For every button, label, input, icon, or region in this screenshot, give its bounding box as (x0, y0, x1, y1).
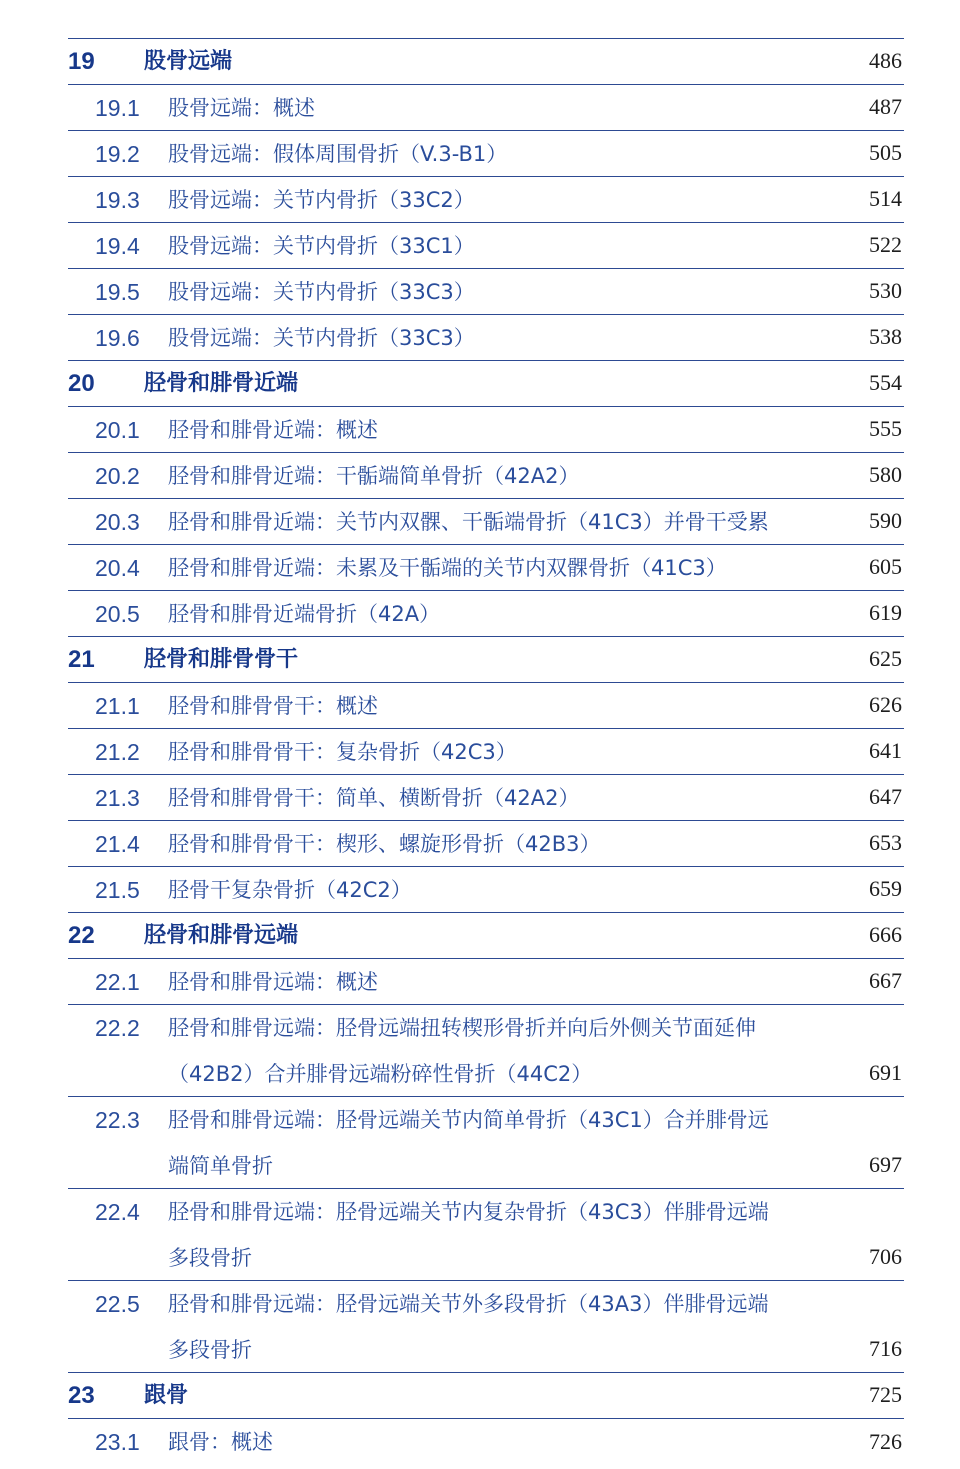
toc-section-row[interactable] (68, 683, 904, 729)
title-line: 胫骨和腓骨骨干：楔形、螺旋形骨折（42B3） (168, 832, 601, 856)
page-number: 626 (869, 692, 902, 717)
page-number: 580 (869, 462, 902, 487)
section-title (168, 775, 848, 821)
page-number: 555 (869, 416, 902, 441)
chapter-number: 19 (68, 48, 95, 75)
page-number: 530 (869, 278, 902, 303)
page-number: 647 (869, 784, 902, 809)
page-number: 514 (869, 186, 902, 211)
title-line: 跟骨 (144, 1383, 189, 1408)
toc-section-row[interactable] (68, 407, 904, 453)
section-number: 19.6 (95, 325, 140, 351)
toc-section-row[interactable] (68, 223, 904, 269)
title-line: 股骨远端：概述 (168, 96, 315, 120)
section-number: 22.1 (95, 969, 140, 995)
section-number: 20.3 (95, 509, 140, 535)
section-number: 20.4 (95, 555, 140, 581)
title-line: 股骨远端：关节内骨折（33C1） (168, 234, 475, 258)
section-title (168, 729, 848, 775)
page-number: 554 (869, 370, 902, 395)
section-title (168, 85, 848, 131)
section-number: 22.4 (95, 1199, 140, 1225)
section-number: 20.2 (95, 463, 140, 489)
section-number: 22.5 (95, 1291, 140, 1317)
page-number: 659 (869, 876, 902, 901)
section-number: 22.3 (95, 1107, 140, 1133)
section-title (168, 315, 848, 361)
page-number: 486 (869, 48, 902, 73)
section-number: 20.1 (95, 417, 140, 443)
section-title (168, 453, 848, 499)
page-number: 667 (869, 968, 902, 993)
toc-section-row[interactable] (68, 499, 904, 545)
section-title (168, 223, 848, 269)
title-line: 端简单骨折 (168, 1154, 273, 1178)
page-number: 625 (869, 646, 902, 671)
title-line: 胫骨和腓骨近端：干骺端简单骨折（42A2） (168, 464, 580, 488)
chapter-title (144, 1373, 824, 1419)
section-title (168, 959, 848, 1005)
title-line: 多段骨折 (168, 1338, 252, 1362)
title-line: 胫骨和腓骨骨干：复杂骨折（42C3） (168, 740, 517, 764)
chapter-title (144, 361, 824, 407)
title-line: 股骨远端 (144, 49, 233, 74)
toc-section-row[interactable] (68, 959, 904, 1005)
title-line: 股骨远端：关节内骨折（33C2） (168, 188, 475, 212)
chapter-number: 23 (68, 1382, 95, 1409)
section-number: 21.1 (95, 693, 140, 719)
toc-section-row[interactable] (68, 545, 904, 591)
section-title (168, 545, 848, 591)
chapter-number: 21 (68, 646, 95, 673)
page-number: 538 (869, 324, 902, 349)
toc-section-row[interactable] (68, 177, 904, 223)
title-line: 跟骨：概述 (168, 1430, 273, 1454)
section-number: 21.3 (95, 785, 140, 811)
page-number: 725 (869, 1382, 902, 1407)
title-line: 胫骨和腓骨骨干：简单、横断骨折（42A2） (168, 786, 580, 810)
title-line: 胫骨和腓骨近端 (144, 371, 299, 396)
section-title (168, 131, 848, 177)
section-number: 21.2 (95, 739, 140, 765)
section-number: 19.5 (95, 279, 140, 305)
table-of-contents (68, 38, 904, 1465)
page-number: 641 (869, 738, 902, 763)
title-line: 股骨远端：关节内骨折（33C3） (168, 326, 475, 350)
section-title (168, 591, 848, 637)
section-number: 19.3 (95, 187, 140, 213)
chapter-title (144, 39, 824, 85)
toc-section-row[interactable] (68, 269, 904, 315)
page-number: 619 (869, 600, 902, 625)
section-title (168, 683, 848, 729)
page-number: 487 (869, 94, 902, 119)
page-number: 505 (869, 140, 902, 165)
title-line: 胫骨和腓骨骨干：概述 (168, 694, 378, 718)
chapter-title (144, 637, 824, 683)
toc-section-row[interactable] (68, 1281, 904, 1373)
toc-section-row[interactable] (68, 821, 904, 867)
section-title (168, 821, 848, 867)
page-number: 666 (869, 922, 902, 947)
chapter-title (144, 913, 824, 959)
title-line: 胫骨和腓骨近端骨折（42A） (168, 602, 441, 626)
toc-section-row[interactable] (68, 1005, 904, 1097)
page-number: 653 (869, 830, 902, 855)
toc-chapter-row[interactable] (68, 637, 904, 683)
toc-section-row[interactable] (68, 1419, 904, 1465)
title-line: 胫骨和腓骨远端：概述 (168, 970, 378, 994)
toc-section-row[interactable] (68, 315, 904, 361)
section-title (168, 1005, 848, 1097)
page-number: 691 (869, 1060, 902, 1085)
toc-chapter-row[interactable] (68, 361, 904, 407)
toc-section-row[interactable] (68, 1189, 904, 1281)
page-number: 697 (869, 1152, 902, 1177)
title-line: 胫骨和腓骨远端：胫骨远端关节外多段骨折（43A3）伴腓骨远端 (168, 1292, 769, 1316)
toc-section-row[interactable] (68, 453, 904, 499)
page-number: 590 (869, 508, 902, 533)
title-line: 胫骨和腓骨远端：胫骨远端扭转楔形骨折并向后外侧关节面延伸 (168, 1016, 756, 1040)
title-line: 胫骨干复杂骨折（42C2） (168, 878, 412, 902)
page-number: 522 (869, 232, 902, 257)
title-line: 股骨远端：关节内骨折（33C3） (168, 280, 475, 304)
section-title (168, 1419, 848, 1465)
title-line: 胫骨和腓骨近端：未累及干骺端的关节内双髁骨折（41C3） (168, 556, 727, 580)
page-number: 706 (869, 1244, 902, 1269)
page-number: 716 (869, 1336, 902, 1361)
section-number: 21.4 (95, 831, 140, 857)
toc-section-row[interactable] (68, 729, 904, 775)
section-number: 19.1 (95, 95, 140, 121)
title-line: 胫骨和腓骨远端 (144, 923, 299, 948)
section-number: 23.1 (95, 1429, 140, 1455)
title-line: 胫骨和腓骨近端：概述 (168, 418, 378, 442)
toc-section-row[interactable] (68, 1097, 904, 1189)
title-line: 胫骨和腓骨近端：关节内双髁、干骺端骨折（41C3）并骨干受累 (168, 510, 769, 534)
section-title (168, 1097, 848, 1189)
section-title (168, 867, 848, 913)
title-line: 胫骨和腓骨骨干 (144, 647, 299, 672)
section-title (168, 1281, 848, 1373)
toc-chapter-row[interactable] (68, 913, 904, 959)
title-line: 股骨远端：假体周围骨折（V.3-B1） (168, 142, 508, 166)
toc-section-row[interactable] (68, 85, 904, 131)
page-number: 726 (869, 1429, 902, 1454)
toc-chapter-row[interactable] (68, 39, 904, 85)
toc-section-row[interactable] (68, 867, 904, 913)
section-number: 19.4 (95, 233, 140, 259)
toc-section-row[interactable] (68, 131, 904, 177)
chapter-number: 22 (68, 922, 95, 949)
page-number: 605 (869, 554, 902, 579)
section-number: 20.5 (95, 601, 140, 627)
toc-chapter-row[interactable] (68, 1373, 904, 1419)
section-number: 22.2 (95, 1015, 140, 1041)
chapter-number: 20 (68, 370, 95, 397)
section-title (168, 177, 848, 223)
section-title (168, 407, 848, 453)
section-title (168, 499, 848, 545)
section-number: 21.5 (95, 877, 140, 903)
title-line: 多段骨折 (168, 1246, 252, 1270)
section-title (168, 1189, 848, 1281)
title-line: 胫骨和腓骨远端：胫骨远端关节内复杂骨折（43C3）伴腓骨远端 (168, 1200, 769, 1224)
title-line: （42B2）合并腓骨远端粉碎性骨折（44C2） (168, 1062, 593, 1086)
toc-section-row[interactable] (68, 591, 904, 637)
section-title (168, 269, 848, 315)
section-number: 19.2 (95, 141, 140, 167)
toc-section-row[interactable] (68, 775, 904, 821)
title-line: 胫骨和腓骨远端：胫骨远端关节内简单骨折（43C1）合并腓骨远 (168, 1108, 769, 1132)
